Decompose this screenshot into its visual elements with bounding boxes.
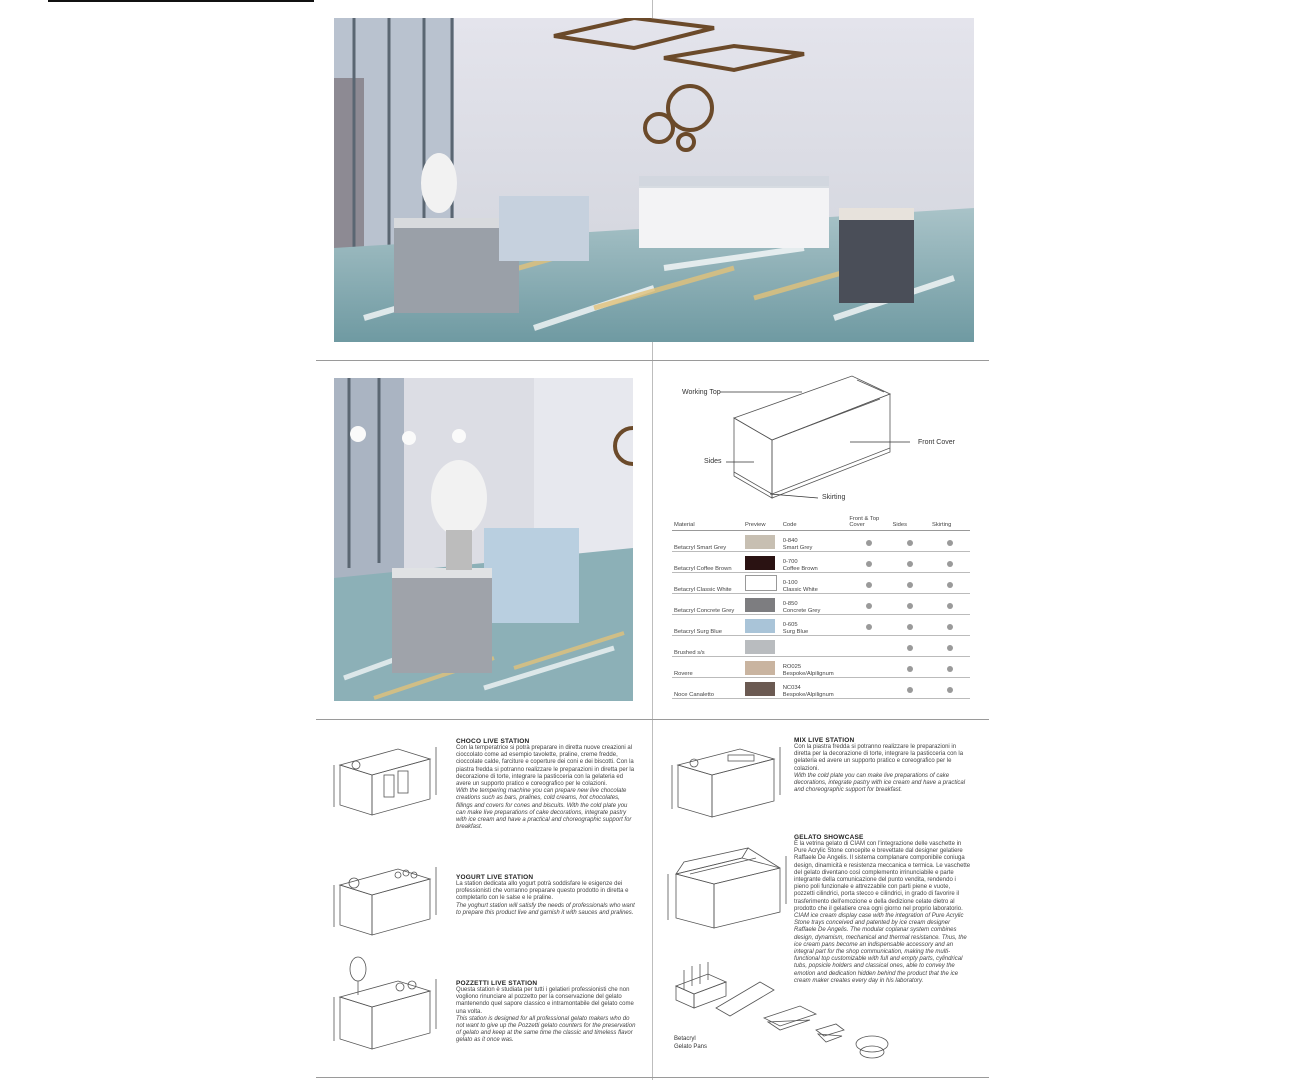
availability-dot-icon — [947, 540, 953, 546]
material-code-number: NC034 — [782, 685, 801, 691]
availability-dot-icon — [907, 666, 913, 672]
material-sides-cell — [890, 552, 929, 573]
pozzetti-station-drawing — [328, 955, 440, 1055]
showcase-drawing — [660, 840, 790, 935]
material-name: Betacryl Concrete Grey — [672, 594, 743, 615]
mix-station-drawing — [664, 735, 784, 825]
label-skirting: Skirting — [822, 494, 846, 501]
availability-dot-icon — [947, 603, 953, 609]
availability-dot-icon — [947, 582, 953, 588]
material-sides-cell — [890, 594, 929, 615]
mix-section — [794, 737, 972, 794]
material-front-cell — [847, 552, 890, 573]
material-code-number: 0-700 — [782, 559, 798, 565]
material-code-name: Coffee Brown — [782, 565, 818, 572]
material-preview — [743, 615, 781, 636]
material-preview — [743, 657, 781, 678]
material-skirting-cell — [930, 636, 970, 657]
showcase-text-en: CIAM ice cream display case with the integration of Pure Acrylic Stone trays conceived and patented by ice cream designer Raffaele De Angelis. The modular coplanar system combines design, dynamism, mechanical and thermal resistance. Thus, the ice cream pans become an indispensable accessory and an integral part for the shop communication, making the multi-functional top customizable with full and empty parts, cylindrical tubs, popsicle holders and classical ones, able to convey the emotion and dedication hidden behind the product that the ice cream maker creates every day in his laboratory. — [794, 913, 967, 984]
material-row — [672, 678, 970, 699]
material-swatch — [745, 640, 775, 654]
availability-dot-icon — [907, 582, 913, 588]
material-sides-cell — [890, 615, 929, 636]
choco-station-drawing — [328, 735, 440, 823]
col-code: Code — [781, 514, 848, 531]
material-preview — [743, 636, 781, 657]
material-front-cell — [847, 657, 890, 678]
availability-dot-icon — [947, 645, 953, 651]
material-sides-cell — [890, 657, 929, 678]
material-skirting-cell — [930, 678, 970, 699]
choco-text-it: Con la temperatrice si potrà preparare in diretta nuove creazioni al cioccolato come ad esempio tavolette, praline, creme fredde, cioccolate calde, farciture e coperture dei coni e dei biscotti. Con la piastra fredda si potranno realizzare le preparazioni in diretta per la decorazione di torte, integrare la pasticceria con la gelateria ed avere un supporto pratico e coreografico per le colazioni. — [456, 745, 635, 788]
material-code — [781, 636, 848, 657]
label-working-top: Working Top — [682, 389, 721, 396]
yogurt-text-en: The yoghurt station will satisfy the needs of professionals who want to prepare this product live and garnish it with sauces and pralines. — [456, 902, 635, 916]
col-front-top: Front & Top Cover — [847, 514, 890, 531]
material-code — [781, 615, 848, 636]
material-code — [781, 573, 848, 594]
availability-dot-icon — [947, 624, 953, 630]
material-name: Betacryl Coffee Brown — [672, 552, 743, 573]
showcase-text-it: È la vetrina gelato di CIAM con l'integrazione delle vaschette in Pure Acrylic Stone concepite e brevettate dal designer gelatiere Raffaele De Angelis. Il sistema complanare componibile coniuga design, dinamicità e resistenza meccanica e termica. Le vaschette del gelato diventano così complemento irrinunciabile e parte integrante della comunicazione del punto vendita, rendendo i pieno poli funzionale e attrezzabile con parti piene e vuote, pozzetti cilindrici, porta stecco e cilindrici, in grado di favorire il trasferimento dell'emozione e della dedizione celate dietro al prodotto che il gelatiere crea ogni giorno nel proprio laboratorio. — [794, 841, 971, 912]
material-name: Betacryl Classic White — [672, 573, 743, 594]
availability-dot-icon — [947, 561, 953, 567]
material-code-number: 0-850 — [782, 601, 798, 607]
material-code — [781, 531, 848, 552]
mix-text-en: With the cold plate you can make live preparations of cake decorations, integrate pastry with ice cream and have a practical and choreographic support for breakfast. — [794, 772, 966, 794]
material-front-cell — [847, 573, 890, 594]
material-code-number: 0-840 — [782, 538, 798, 544]
mix-title: MIX LIVE STATION — [794, 737, 855, 744]
yogurt-station-drawing — [328, 855, 440, 943]
material-preview — [743, 594, 781, 615]
pozzetti-text-it: Questa station è studiata per tutti i gelatieri professionisti che non vogliono rinunciare al pozzetto per la conservazione del gelato mantenendo quel sapore classico e intramontabile del gelato come una volta. — [456, 987, 634, 1015]
col-material: Material — [672, 514, 743, 531]
choco-section — [456, 738, 636, 831]
material-code-name: Surg Blue — [782, 628, 809, 635]
material-preview — [743, 573, 781, 594]
availability-dot-icon — [866, 561, 872, 567]
gelato-pans-label — [674, 1036, 707, 1051]
material-skirting-cell — [930, 615, 970, 636]
material-front-cell — [847, 531, 890, 552]
material-swatch — [745, 535, 775, 549]
material-code — [781, 552, 848, 573]
material-preview — [743, 531, 781, 552]
material-code-name: Classic White — [782, 586, 818, 593]
gelato-pans-label-line1: Betacryl — [674, 1036, 696, 1042]
availability-dot-icon — [907, 603, 913, 609]
label-sides: Sides — [704, 458, 722, 465]
availability-dot-icon — [866, 624, 872, 630]
availability-dot-icon — [947, 666, 953, 672]
col-preview: Preview — [743, 514, 781, 531]
material-skirting-cell — [930, 573, 970, 594]
availability-dot-icon — [947, 687, 953, 693]
availability-dot-icon — [907, 687, 913, 693]
material-code-number: 0-100 — [782, 580, 798, 586]
material-row — [672, 636, 970, 657]
material-swatch — [745, 661, 775, 675]
material-skirting-cell — [930, 657, 970, 678]
availability-dot-icon — [907, 540, 913, 546]
row-divider-3 — [316, 1077, 989, 1078]
material-front-cell — [847, 615, 890, 636]
material-row — [672, 615, 970, 636]
cabinet-diagram — [672, 370, 972, 505]
material-preview — [743, 552, 781, 573]
material-code-name: Bespoke/Alpilignum — [782, 691, 834, 698]
mix-text-it: Con la piastra fredda si potranno realizzare le preparazioni in diretta per la decorazione di torte, integrare la pasticceria con la gelateria ed avere un supporto pratico e coreografico per le colazioni. — [794, 744, 964, 772]
material-code-name: Bespoke/Alpilignum — [782, 670, 834, 677]
material-front-cell — [847, 594, 890, 615]
material-code-name: Smart Grey — [782, 544, 813, 551]
header-rule — [48, 0, 314, 2]
material-sides-cell — [890, 531, 929, 552]
station-photo — [334, 378, 633, 701]
gelato-pans-drawing — [668, 956, 908, 1074]
material-swatch — [745, 598, 775, 612]
material-row — [672, 573, 970, 594]
yogurt-section — [456, 874, 636, 917]
material-code-name: Concrete Grey — [782, 607, 821, 614]
availability-dot-icon — [907, 645, 913, 651]
material-sides-cell — [890, 678, 929, 699]
material-row — [672, 552, 970, 573]
material-swatch — [745, 556, 775, 570]
gelato-pans-label-line2: Gelato Pans — [674, 1043, 708, 1050]
material-preview — [743, 678, 781, 699]
material-skirting-cell — [930, 531, 970, 552]
availability-dot-icon — [907, 561, 913, 567]
choco-title: CHOCO LIVE STATION — [456, 738, 530, 745]
material-row — [672, 531, 970, 552]
material-front-cell — [847, 636, 890, 657]
material-swatch — [745, 682, 775, 696]
availability-dot-icon — [866, 540, 872, 546]
hero-photo — [334, 18, 974, 342]
col-skirting: Skirting — [930, 514, 970, 531]
choco-text-en: With the tempering machine you can prepare new live chocolate creations such as bars, pralines, cold creams, hot chocolates, fillings and covers for cones and biscuits. With the cold plate you can make live preparations of cake decorations, integrate pastry with ice cream and have a practical and choreographic support for breakfast. — [456, 788, 632, 831]
pozzetti-section — [456, 980, 636, 1045]
material-row — [672, 657, 970, 678]
material-skirting-cell — [930, 594, 970, 615]
pozzetti-title: POZZETTI LIVE STATION — [456, 980, 538, 987]
showcase-title: GELATO SHOWCASE — [794, 834, 864, 841]
material-name: Rovere — [672, 657, 743, 678]
material-code — [781, 594, 848, 615]
availability-dot-icon — [866, 582, 872, 588]
material-code-number: 0-605 — [782, 622, 798, 628]
yogurt-title: YOGURT LIVE STATION — [456, 874, 534, 881]
label-front-cover: Front Cover — [918, 439, 955, 446]
material-name: Betacryl Surg Blue — [672, 615, 743, 636]
row-divider-2 — [316, 719, 989, 720]
material-code — [781, 657, 848, 678]
col-sides: Sides — [890, 514, 929, 531]
availability-dot-icon — [866, 603, 872, 609]
materials-table — [672, 514, 970, 699]
material-name: Betacryl Smart Grey — [672, 531, 743, 552]
material-code-number: RO025 — [782, 664, 802, 670]
material-swatch — [745, 619, 775, 633]
material-front-cell — [847, 678, 890, 699]
material-sides-cell — [890, 636, 929, 657]
material-skirting-cell — [930, 552, 970, 573]
material-name: Noce Canaletto — [672, 678, 743, 699]
availability-dot-icon — [907, 624, 913, 630]
pozzetti-text-en: This station is designed for all professional gelato makers who do not want to give up the Pozzetti gelato counters for the preservation of gelato and keep at the same time the classic and timeless flavor gelato as it once was. — [456, 1015, 636, 1044]
material-sides-cell — [890, 573, 929, 594]
material-code — [781, 678, 848, 699]
material-swatch — [745, 575, 777, 591]
material-row — [672, 594, 970, 615]
row-divider-1 — [316, 360, 989, 361]
material-name: Brushed s/s — [672, 636, 743, 657]
yogurt-text-it: La station dedicata allo yogurt potrà soddisfare le esigenze dei professionisti che vorranno preparare questo prodotto in diretta e completarlo con le salse e le praline. — [456, 881, 629, 902]
